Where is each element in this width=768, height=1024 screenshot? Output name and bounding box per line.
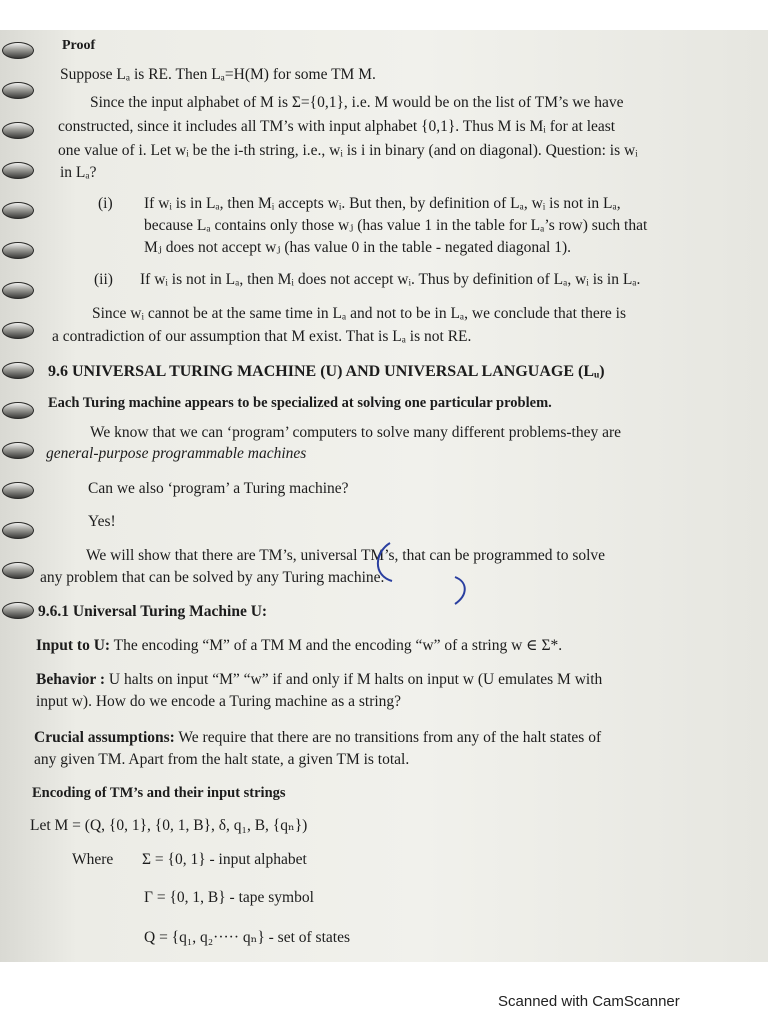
case-i-line: If wᵢ is in Lₐ, then Mᵢ accepts wᵢ. But then, by definition of Lₐ, wᵢ is not in Lₐ, [144, 195, 621, 212]
answer-line: Yes! [88, 513, 116, 530]
scanner-watermark: Scanned with CamScanner [498, 993, 680, 1010]
scanned-page [0, 30, 768, 962]
case-ii-marker: (ii) [94, 271, 113, 288]
input-text: The encoding “M” of a TM M and the encoding “w” of a string w ∈ Σ*. [110, 637, 563, 654]
proof-heading: Proof [62, 38, 96, 53]
italic-line: general-purpose programmable machines [46, 445, 307, 462]
where-label: Where [72, 851, 114, 868]
paragraph-line: in Lₐ? [60, 164, 97, 181]
paragraph-line: Since wᵢ cannot be at the same time in Lₐ and not to be in Lₐ, we conclude that there is [92, 305, 626, 322]
paragraph-line: Each Turing machine appears to be specialized at solving one particular problem. [48, 395, 552, 411]
case-i-line: Mⱼ does not accept wⱼ (has value 0 in the table - negated diagonal 1). [144, 239, 571, 256]
pen-annotation [0, 30, 768, 962]
input-label: Input to U: [36, 637, 111, 654]
gamma-definition: Γ = {0, 1, B} - tape symbol [144, 889, 314, 906]
behavior-text: U halts on input “M” “w” if and only if M halts on input w (U emulates M with [105, 671, 603, 688]
paragraph-line: a contradiction of our assumption that M exist. That is Lₐ is not RE. [52, 328, 472, 345]
paragraph-line: any given TM. Apart from the halt state, a given TM is total. [34, 751, 410, 768]
states-definition: Q = {q₁, q₂····· qₙ} - set of states [144, 929, 350, 946]
paragraph-line: any problem that can be solved by any Turing machine. [40, 569, 385, 586]
proof-intro: Suppose Lₐ is RE. Then Lₐ=H(M) for some TM M. [60, 66, 376, 83]
section-heading: 9.6 UNIVERSAL TURING MACHINE (U) AND UNIVERSAL LANGUAGE (Lᵤ) [48, 363, 605, 380]
case-i-marker: (i) [98, 195, 113, 212]
sigma-definition: Σ = {0, 1} - input alphabet [142, 851, 307, 868]
subsection-heading: 9.6.1 Universal Turing Machine U: [38, 603, 268, 620]
paragraph-line: constructed, since it includes all TM’s with input alphabet {0,1}. Thus M is Mᵢ for at least [58, 118, 616, 135]
paragraph-line: We will show that there are TM’s, universal TM’s, that can be programmed to solve [86, 547, 606, 564]
paragraph-line: We know that we can ‘program’ computers to solve many different problems-they are [90, 424, 622, 441]
encoding-heading: Encoding of TM’s and their input strings [32, 785, 286, 801]
paragraph-line: input w). How do we encode a Turing machine as a string? [36, 693, 402, 710]
pen-bracket-close [455, 577, 465, 604]
machine-definition: Let M = (Q, {0, 1}, {0, 1, B}, δ, q₁, B, {qₙ}) [30, 817, 308, 834]
pen-bracket-open [378, 543, 392, 581]
question-line: Can we also ‘program’ a Turing machine? [88, 480, 349, 497]
case-i-line: because Lₐ contains only those wⱼ (has value 1 in the table for Lₐ’s row) such that [144, 217, 648, 234]
behavior-label: Behavior : [36, 671, 106, 688]
crucial-text: We require that there are no transitions from any of the halt states of [174, 729, 602, 746]
case-ii-line: If wᵢ is not in Lₐ, then Mᵢ does not accept wᵢ. Thus by definition of Lₐ, wᵢ is in Lₐ. [140, 271, 641, 288]
paragraph-line: one value of i. Let wᵢ be the i-th string, i.e., wᵢ is i in binary (and on diagonal). Question: is wᵢ [58, 142, 638, 159]
paragraph-line: Since the input alphabet of M is Σ={0,1}, i.e. M would be on the list of TM’s we have [90, 94, 624, 111]
crucial-label: Crucial assumptions: [34, 729, 175, 746]
